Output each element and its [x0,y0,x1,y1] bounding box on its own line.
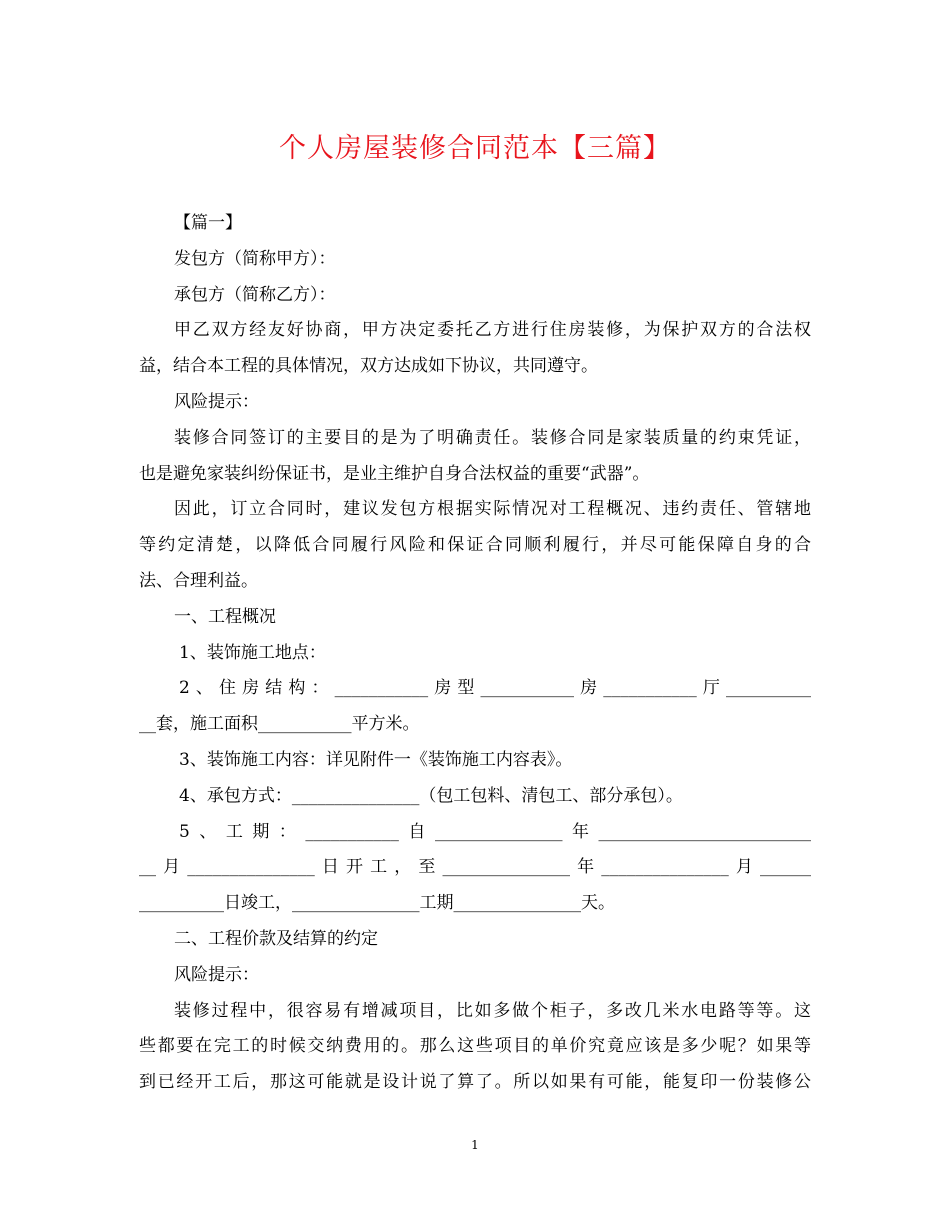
clause-item: 4、承包方式：_______________（包工包料、清包工、部分承包）。 [179,785,683,806]
clause-heading: 一、工程概况 [174,606,276,627]
paragraph-line: 些都要在完工的时候交纳费用的。那么这些项目的单价究竟应该是多少呢？如果等 [139,1036,811,1057]
clause-item: 1、装饰施工地点： [179,642,326,663]
clause-heading: 二、工程价款及结算的约定 [174,928,378,949]
page-number: 1 [471,1138,479,1152]
paragraph-line: 因此，订立合同时，建议发包方根据实际情况对工程概况、违约责任、管辖地 [174,499,811,520]
document-title: 个人房屋装修合同范本【三篇】 [279,133,671,164]
clause-item: __月_______________日开工，至_______________年_______________月______ [139,857,811,878]
clause-item: 2、住房结构：___________房型___________房___________厅__________ [179,678,811,699]
section-heading: 【篇一】 [174,213,242,233]
risk-note-label: 风险提示： [174,964,259,985]
clause-item: __________日竣工，_______________工期_______________天。 [139,893,615,914]
paragraph-line: 等约定清楚，以降低合同履行风险和保证合同顺利履行，并尽可能保障自身的合 [139,535,811,556]
paragraph-line: 益，结合本工程的具体情况，双方达成如下协议，共同遵守。 [139,356,598,377]
risk-note-label: 风险提示： [174,391,259,412]
paragraph-line: 装修过程中，很容易有增减项目，比如多做个柜子，多改几米水电路等等。这 [174,1000,811,1021]
paragraph-line: 到已经开工后，那这可能就是设计说了算了。所以如果有可能，能复印一份装修公 [139,1072,811,1093]
clause-item: 5、工期：___________自_______________年_________________________ [179,821,811,842]
document-body [139,206,811,1101]
paragraph-line: 装修合同签订的主要目的是为了明确责任。装修合同是家装质量的约束凭证， [174,427,811,448]
clause-item: __套，施工面积___________平方米。 [139,714,420,735]
paragraph-line: 法、合理利益。 [139,570,258,591]
party-a-line: 发包方（简称甲方）： [174,248,336,269]
paragraph-line: 甲乙双方经友好协商，甲方决定委托乙方进行住房装修，为保护双方的合法权 [174,320,811,341]
party-b-line: 承包方（简称乙方）： [174,284,336,305]
paragraph-line: 也是避免家装纠纷保证书，是业主维护自身合法权益的重要“武器”。 [139,463,650,484]
clause-item: 3、装饰施工内容：详见附件一《装饰施工内容表》。 [179,749,573,770]
